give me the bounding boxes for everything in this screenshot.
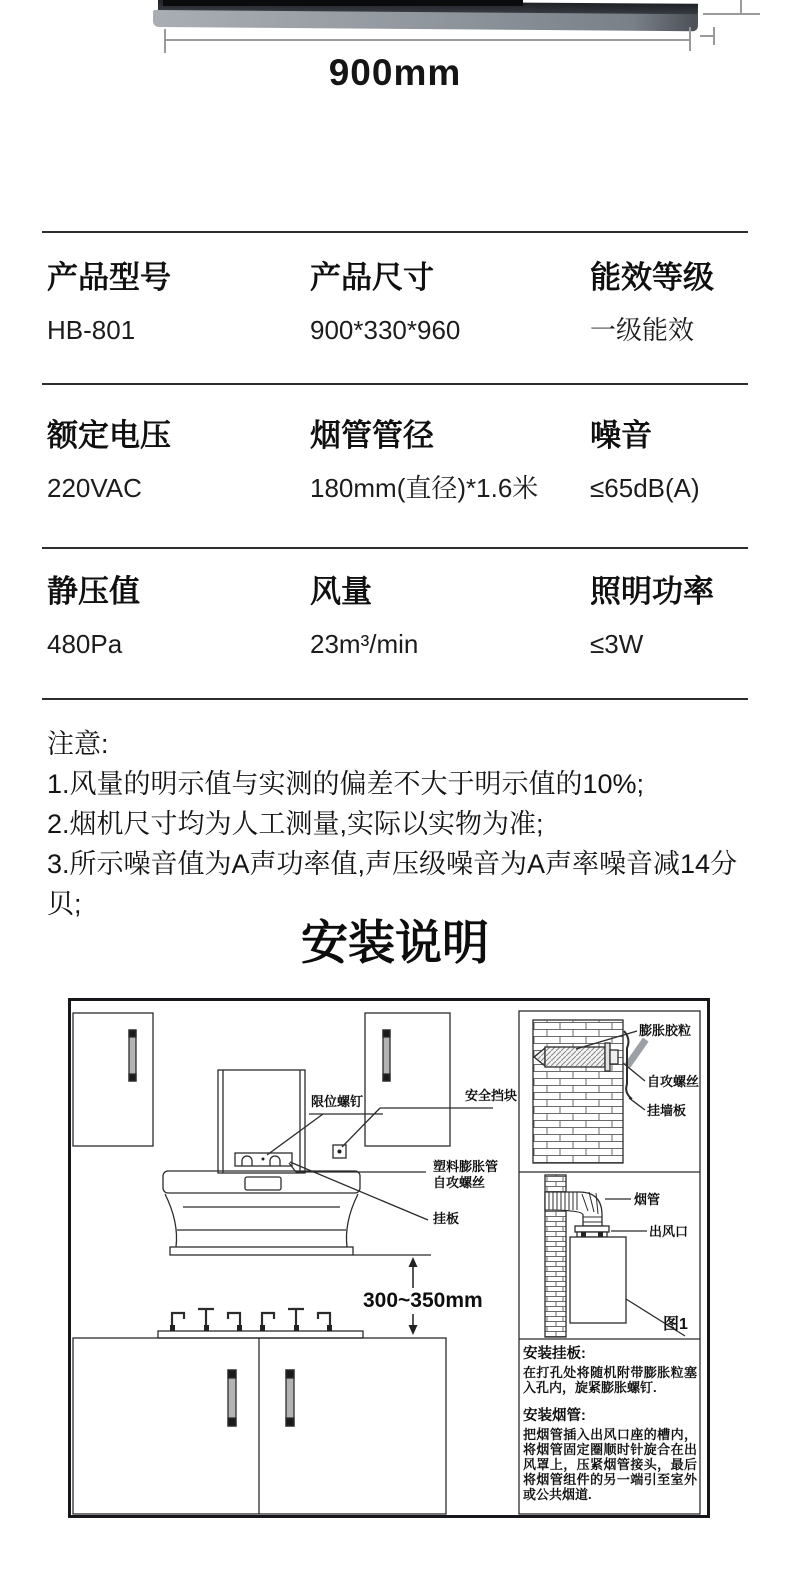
safety-block-label: 安全挡块 <box>465 1088 518 1103</box>
spec-cell-energy <box>590 260 757 345</box>
spec-value: 一级能效 <box>590 315 695 345</box>
spec-value: 900*330*960 <box>310 315 461 345</box>
spec-label: 额定电压 <box>47 418 171 453</box>
spec-label: 产品尺寸 <box>310 260 434 295</box>
wall-plate-label: 挂墙板 <box>647 1103 687 1118</box>
spec-label: 能效等级 <box>590 260 714 295</box>
spec-cell-pressure <box>47 574 310 659</box>
range-hood-shadow-strip <box>163 0 523 6</box>
spec-cell-size <box>310 260 590 345</box>
range-hood-underside-panel <box>153 10 698 31</box>
spec-value: 23m³/min <box>310 629 419 659</box>
spec-cell-airflow <box>310 574 590 659</box>
spec-cell-model <box>47 260 310 345</box>
install-plate-heading: 安装挂板: <box>523 1346 586 1362</box>
install-pipe-body: 把烟管插入出风口座的槽内，将烟管固定圈顺时针旋合在出风罩上，压紧烟管接头，最后将烟管组件的另一端引至室外或公共烟道. <box>523 1427 697 1502</box>
self-tapping-screw-label: 自攻螺丝 <box>647 1074 700 1089</box>
air-outlet-label: 出风口 <box>649 1224 689 1239</box>
spec-value: HB-801 <box>47 315 136 345</box>
table-rule-3 <box>42 547 748 549</box>
spec-label: 照明功率 <box>590 574 714 609</box>
spec-row-2 <box>47 418 757 503</box>
notes-title: 注意: <box>47 729 109 759</box>
spec-row-1 <box>47 260 757 345</box>
plastic-anchor-label-2: 自攻螺丝 <box>433 1175 486 1190</box>
spec-cell-light <box>590 574 757 659</box>
spec-cell-noise <box>590 418 757 503</box>
spec-label: 静压值 <box>47 574 140 609</box>
expansion-plug-label: 膨胀胶粒 <box>639 1023 692 1038</box>
spec-value: 220VAC <box>47 473 142 503</box>
installation-diagram <box>68 998 710 1518</box>
smoke-pipe-label: 烟管 <box>634 1192 661 1207</box>
height-dim-line <box>703 13 760 15</box>
plastic-anchor-label-1: 塑料膨胀管 <box>433 1159 499 1174</box>
note-item-3: 3.所示噪音值为A声功率值,声压级噪音为A声率噪音减14分贝; <box>47 849 738 919</box>
spec-label: 噪音 <box>590 418 652 453</box>
install-pipe-heading: 安装烟管: <box>523 1408 586 1424</box>
hood-to-stove-dim-label: 300~350mm <box>363 1289 483 1312</box>
spec-label: 烟管管径 <box>310 418 434 453</box>
table-rule-1 <box>42 231 748 233</box>
table-rule-4 <box>42 698 748 700</box>
notes-block <box>47 724 747 924</box>
spec-label: 风量 <box>310 574 372 609</box>
install-plate-body: 在打孔处将随机附带膨胀粒塞入孔内，旋紧膨胀螺钉. <box>523 1365 697 1395</box>
spec-value: ≤3W <box>590 629 644 659</box>
spec-cell-voltage <box>47 418 310 503</box>
height-dim-line-2 <box>700 35 714 37</box>
spec-cell-pipe <box>310 418 590 503</box>
width-dim-line <box>165 39 690 41</box>
spec-value: 180mm(直径)*1.6米 <box>310 473 539 503</box>
hanging-plate-label: 挂板 <box>433 1211 460 1226</box>
table-rule-2 <box>42 383 748 385</box>
spec-value: 480Pa <box>47 629 123 659</box>
height-dim-tick <box>740 0 742 14</box>
limit-screw-label: 限位螺钉 <box>311 1094 364 1109</box>
install-section-title: 安装说明 <box>301 916 489 969</box>
hood-width-label: 900mm <box>328 52 462 93</box>
spec-row-3 <box>47 574 757 659</box>
note-item-1: 1.风量的明示值与实测的偏差不大于明示值的10%; <box>47 769 645 799</box>
spec-label: 产品型号 <box>47 260 171 295</box>
spec-value: ≤65dB(A) <box>590 473 700 503</box>
figure-1-label: 图1 <box>663 1316 688 1333</box>
note-item-2: 2.烟机尺寸均为人工测量,实际以实物为准; <box>47 809 544 839</box>
install-instructions <box>523 1342 697 1511</box>
width-dim-tick-left <box>164 29 166 53</box>
